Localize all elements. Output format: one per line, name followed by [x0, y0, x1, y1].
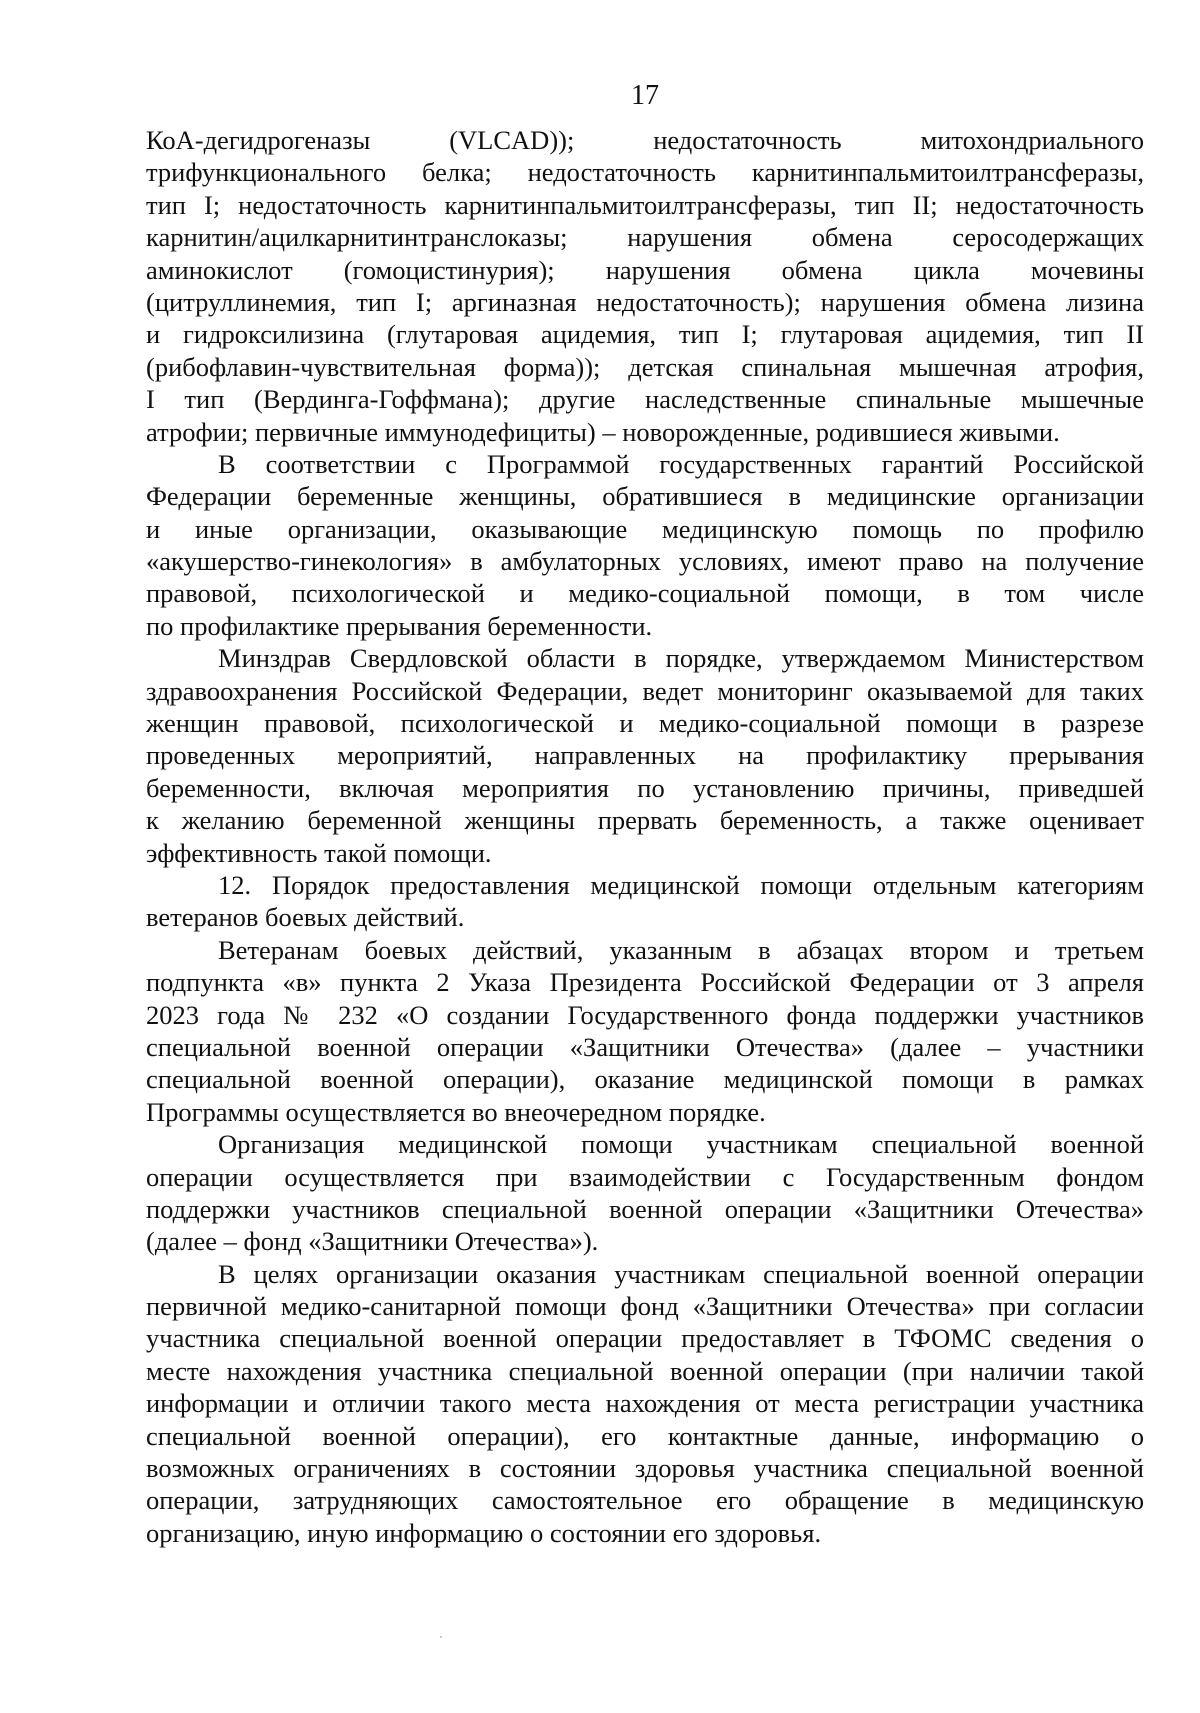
page-number: 17: [631, 80, 659, 111]
text-line: подпункта «в» пункта 2 Указа Президента Российской Федерации от 3 апреля: [146, 967, 1144, 998]
text-line: атрофии; первичные иммунодефициты) – новорожденные, родившиеся живыми.: [146, 416, 1060, 447]
text-line: поддержки участников специальной военной операции «Защитники Отечества»: [146, 1193, 1144, 1224]
text-line: (цитруллинемия, тип I; аргиназная недостаточность); нарушения обмена лизина: [146, 286, 1144, 317]
text-line: правовой, психологической и медико-социальной помощи, в том числе: [146, 578, 1144, 609]
text-line: женщин правовой, психологической и медико-социальной помощи в разрезе: [146, 708, 1144, 739]
paragraph: [146, 869, 1144, 934]
text-line: Минздрав Свердловской области в порядке, утверждаемом Министерством: [218, 643, 1144, 674]
text-line: 2023 года № 232 «О создании Государственного фонда поддержки участников: [146, 999, 1144, 1030]
text-line: и иные организации, оказывающие медицинскую помощь по профилю: [146, 513, 1144, 544]
text-line: аминокислот (гомоцистинурия); нарушения обмена цикла мочевины: [146, 254, 1144, 285]
text-line: специальной военной операции), его контактные данные, информацию о: [146, 1420, 1144, 1451]
text-line: В целях организации оказания участникам специальной военной операции: [218, 1258, 1144, 1289]
text-line: операции осуществляется при взаимодействии с Государственным фондом: [146, 1161, 1144, 1192]
text-line: (далее – фонд «Защитники Отечества»).: [146, 1226, 599, 1257]
text-line: беременности, включая мероприятия по установлению причины, приведшей: [146, 772, 1144, 803]
text-line: В соответствии с Программой государственных гарантий Российской: [218, 448, 1144, 479]
text-line: участника специальной военной операции предоставляет в ТФОМС сведения о: [146, 1323, 1144, 1354]
text-line: Федерации беременные женщины, обратившиеся в медицинские организации: [146, 481, 1144, 512]
text-line: 12. Порядок предоставления медицинской помощи отдельным категориям: [218, 869, 1144, 900]
paragraph: [146, 934, 1144, 1128]
text-line: (рибофлавин-чувствительная форма)); детская спинальная мышечная атрофия,: [146, 351, 1144, 382]
text-line: «акушерство-гинекология» в амбулаторных условиях, имеют право на получение: [146, 546, 1144, 577]
text-line: первичной медико-санитарной помощи фонд «Защитники Отечества» при согласии: [146, 1291, 1144, 1322]
text-line: Организация медицинской помощи участникам специальной военной: [218, 1129, 1144, 1160]
text-line: ветеранов боевых действий.: [146, 902, 465, 933]
text-line: информации и отличии такого места нахождения от места регистрации участника: [146, 1388, 1144, 1419]
text-line: специальной военной операции), оказание медицинской помощи в рамках: [146, 1064, 1144, 1095]
text-line: Ветеранам боевых действий, указанным в абзацах втором и третьем: [218, 934, 1144, 965]
text-line: операции, затрудняющих самостоятельное его обращение в медицинскую: [146, 1485, 1144, 1516]
text-line: I тип (Вердинга-Гоффмана); другие наследственные спинальные мышечные: [146, 384, 1144, 415]
text-line: КоА-дегидрогеназы (VLCAD)); недостаточность митохондриального: [146, 125, 1144, 155]
scan-speck: [440, 1636, 442, 1638]
paragraph: [146, 1258, 1144, 1550]
paragraph: [146, 448, 1144, 642]
text-line: тип I; недостаточность карнитинпальмитоилтрансферазы, тип II; недостаточность: [146, 189, 1144, 220]
text-line: здравоохранения Российской Федерации, ведет мониторинг оказываемой для таких: [146, 675, 1144, 706]
text-line: и гидроксилизина (глутаровая ацидемия, тип I; глутаровая ацидемия, тип II: [146, 319, 1144, 350]
paragraph: [146, 1128, 1144, 1258]
text-line: возможных ограничениях в состоянии здоровья участника специальной военной: [146, 1453, 1144, 1484]
text-line: карнитин/ацилкарнитинтранслоказы; нарушения обмена серосодержащих: [146, 222, 1144, 253]
text-line: трифункционального белка; недостаточность карнитинпальмитоилтрансферазы,: [146, 157, 1144, 188]
text-line: организацию, иную информацию о состоянии его здоровья.: [146, 1517, 822, 1548]
text-line: специальной военной операции «Защитники Отечества» (далее – участники: [146, 1031, 1144, 1062]
text-line: эффективность такой помощи.: [146, 837, 492, 868]
text-line: Программы осуществляется во внеочередном порядке.: [146, 1096, 766, 1127]
paragraph: [146, 124, 1144, 448]
text-line: проведенных мероприятий, направленных на профилактику прерывания: [146, 740, 1144, 771]
text-line: к желанию беременной женщины прервать беременность, а также оценивает: [146, 805, 1144, 836]
text-line: по профилактике прерывания беременности.: [146, 610, 653, 641]
document-body: [146, 124, 1144, 1549]
text-line: месте нахождения участника специальной военной операции (при наличии такой: [146, 1355, 1144, 1386]
paragraph: [146, 642, 1144, 869]
